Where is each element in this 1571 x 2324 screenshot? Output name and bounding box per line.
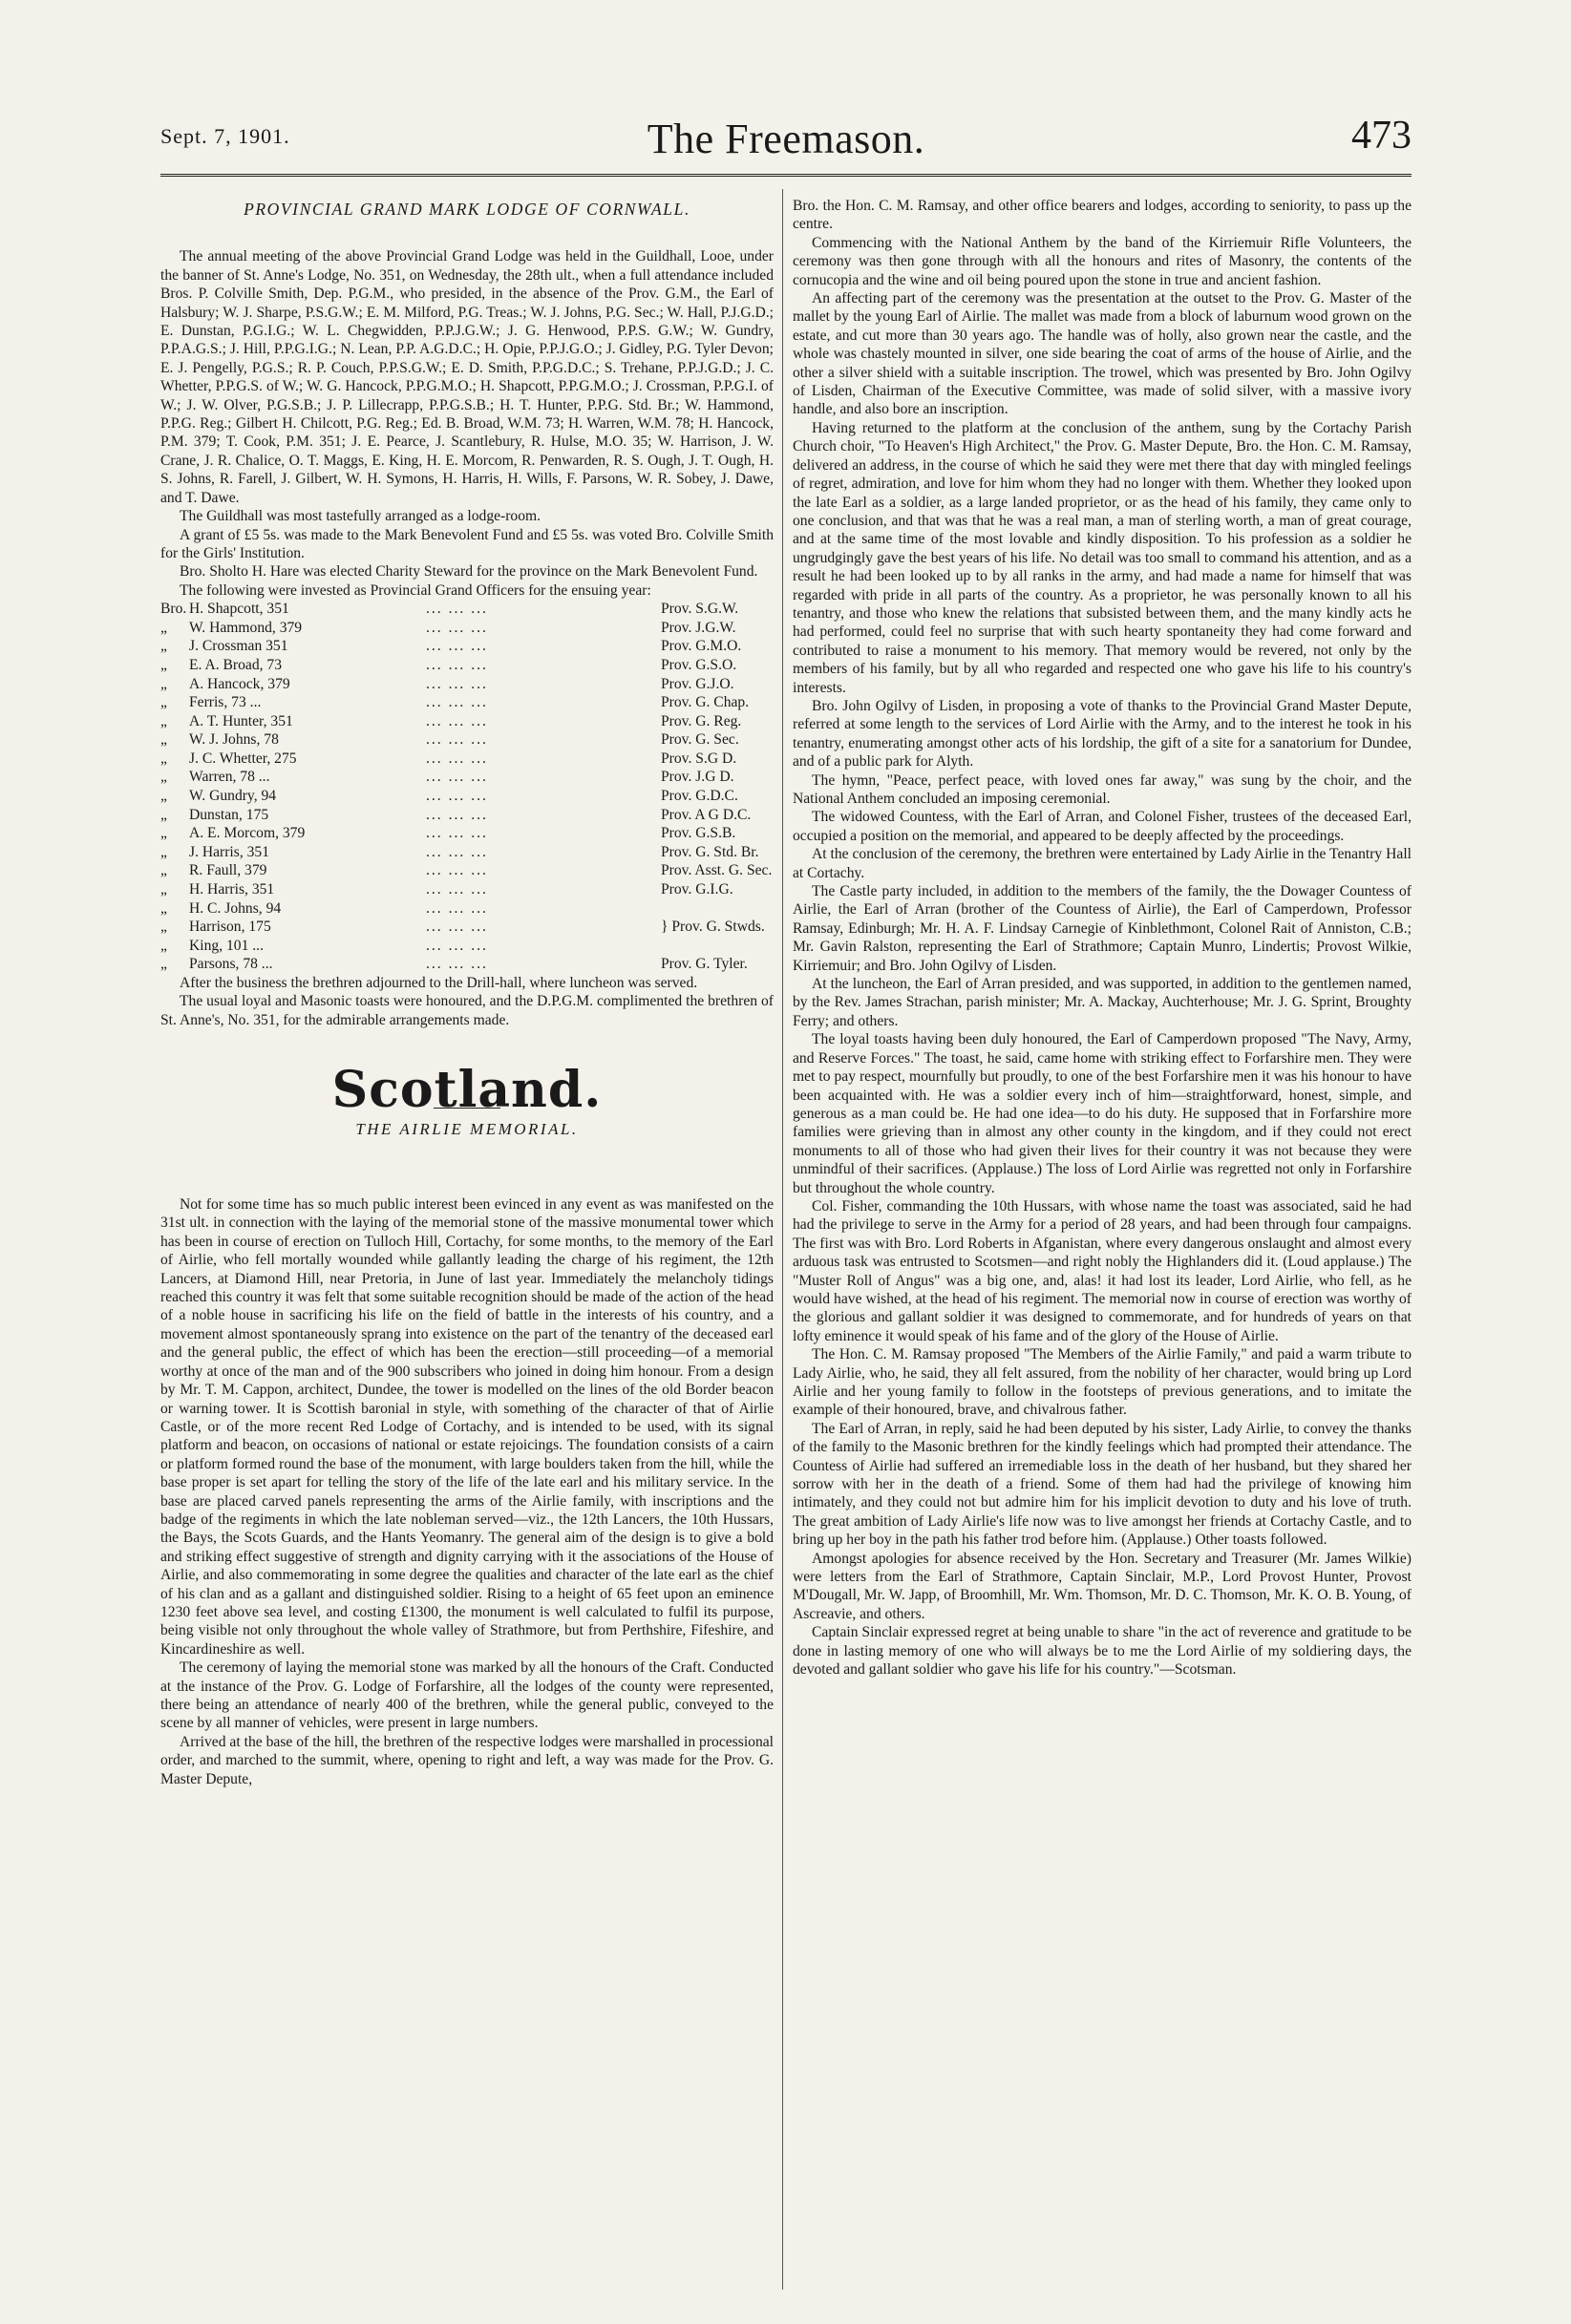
officer-name: J. Crossman 351: [189, 638, 288, 655]
officer-name: King, 101 ...: [189, 937, 264, 954]
leader-dots: ... ... ...: [426, 788, 488, 805]
paragraph: The loyal toasts having been duly honoured, the Earl of Camperdown proposed "The Navy, Army, and Reserve Forces." The toast, he said, came home with striking effect to Forfarshire men. They were met to pay respect, mournfully but proudly, to one of the best Forfarshire men it was his honour to have been acquainted with. He was a soldier every inch of him—straightforward, honest, simple, and generous as a man could be. He had one idea—to do his duty. He supposed that in Forfarshire more families were grieving than in almost any other county in the kingdom, and if they could not erect monuments to all of those who had given their lives for their country it was not because they were unmindful of their sacrifices. (Applause.) The loss of Lord Airlie was regretted not only in Forfarshire but throughout the whole country.: [793, 1031, 1412, 1196]
paragraph: Bro. the Hon. C. M. Ramsay, and other office bearers and lodges, according to seniority, to pass up the centre.: [793, 198, 1412, 233]
officer-row: [160, 730, 774, 750]
officer-name: H. Harris, 351: [189, 881, 275, 898]
officer-name: J. C. Whetter, 275: [189, 750, 297, 767]
officer-name: Warren, 78 ...: [189, 769, 270, 786]
officer-row: [160, 843, 774, 862]
article-heading-airlie: THE AIRLIE MEMORIAL.: [355, 1119, 579, 1138]
officer-name: E. A. Broad, 73: [189, 656, 283, 673]
officer-prefix: „: [160, 956, 167, 973]
officer-office: Prov. S.G.W.: [661, 601, 739, 618]
officer-row: [160, 675, 774, 694]
officer-name: H. Shapcott, 351: [189, 601, 289, 618]
officer-name: Dunstan, 175: [189, 806, 269, 823]
right-column: [793, 197, 1412, 1680]
leader-dots: ... ... ...: [426, 899, 488, 917]
officer-office: [661, 937, 774, 956]
officer-office: Prov. G.I.G.: [661, 881, 733, 898]
leader-dots: ... ... ...: [426, 731, 488, 749]
officer-name: Parsons, 78 ...: [189, 956, 273, 973]
paragraph: The widowed Countess, with the Earl of Arran, and Colonel Fisher, trustees of the deceased Earl, occupied a position on the memorial, and appeared to be deeply affected by the proceedings.: [793, 809, 1412, 844]
paragraph: The Earl of Arran, in reply, said he had been deputed by his sister, Lady Airlie, to convey the thanks of the family to the Masonic brethren for the kindly feelings which had prompted their attendance. The Countess of Airlie had suffered an irremediable loss in the death of her husband, but they shared her sorrow with her in the death of a friend. Some of them had had the privilege of knowing him intimately, and they could not but admire him for his implicit devotion to duty and his love of truth. The great ambition of Lady Airlie's life now was to live amongst her friends at Cortachy Castle, and to bring up her boy in the path his father trod before him. (Applause.) Other toasts followed.: [793, 1420, 1412, 1549]
officer-prefix: „: [160, 899, 167, 917]
officer-prefix: „: [160, 806, 167, 823]
officer-office: Prov. G. Reg.: [661, 712, 742, 729]
paragraph: After the business the brethren adjourned to the Drill-hall, where luncheon was served.: [180, 975, 698, 991]
leader-dots: ... ... ...: [426, 937, 488, 954]
officer-office: Prov. G.M.O.: [661, 638, 742, 655]
paragraph: The Guildhall was most tastefully arranged as a lodge-room.: [180, 508, 541, 525]
officer-office: Prov. J.G.W.: [661, 619, 736, 636]
leader-dots: ... ... ...: [426, 750, 488, 767]
officer-name: H. C. Johns, 94: [189, 899, 282, 917]
paragraph: Bro. Sholto H. Hare was elected Charity Steward for the province on the Mark Benevolent Fund.: [180, 563, 758, 581]
paragraph: The hymn, "Peace, perfect peace, with loved ones far away," was sung by the choir, and the National Anthem concluded an imposing ceremonial.: [793, 771, 1412, 807]
leader-dots: ... ... ...: [426, 956, 488, 973]
officer-name: W. Hammond, 379: [189, 619, 303, 636]
officer-row: [160, 600, 774, 619]
officer-office: [661, 899, 774, 919]
leader-dots: ... ... ...: [426, 862, 488, 879]
officer-row: [160, 787, 774, 806]
paragraph: The annual meeting of the above Provincial Grand Lodge was held in the Guildhall, Looe, under the banner of St. Anne's Lodge, No. 351, on Wednesday, the 28th ult., when a full attendance included Bros. P. Colville Smith, Dep. P.G.M., who presided, in the absence of the Prov. G.M., the Earl of Halsbury; W. J. Sharpe, P.S.G.W.; E. M. Milford, P.G. Treas.; W. J. Johns, P.G. Sec.; W. Hall, P.J.G.D.; E. Dunstan, P.G.I.G.; W. L. Chegwidden, P.P.J.G.W.; J. G. Henwood, P.P.S. G.W.; W. Gundry, P.P.A.G.S.; J. Hill, P.P.G.I.G.; N. Lean, P.P. A.G.D.C.; H. Opie, P.P.J.G.O.; J. Gidley, P.G. Tyler Devon; E. J. Pengelly, P.G.S.; R. P. Couch, P.P.S.G.W.; E. D. Smith, P.P.G.D.C.; S. Trehane, P.P.J.G.D.; J. C. Whetter, P.P.G.S. of W.; W. G. Hancock, P.P.G.M.O.; H. Shapcott, P.P.G.M.O.; J. Crossman, P.P.G.I. of W.; J. W. Olver, P.G.S.B.; J. P. Lillecrapp, P.P.G.S.B.; H. T. Hunter, P.P.G. Std. Br.; W. Hammond, P.P.G. Reg.; Gilbert H. Chilcott, P.G. Reg.; Ed. B. Broad, W.M. 73; H. Warren, W.M. 78; H. Hancock, P.M. 379; T. Cook, P.M. 351; J. E. Pearce, J. Scantlebury, R. Hulse, M.O. 35; W. Harrison, J. W. Crane, J. R. Chalice, O. T. Maggs, E. King, H. E. Morcom, R. Penwarden, R. S. Ough, J. T. Ough, H. S. Johns, R. Farell, J. Gilbert, W. H. Symons, H. Harris, H. Wills, F. Parsons, W. R. Sobey, J. Dawe, and T. Dawe.: [160, 248, 774, 506]
officer-prefix: „: [160, 750, 167, 767]
paragraph: Arrived at the base of the hill, the brethren of the respective lodges were marshalled in processional order, and marched to the summit, where, opening to right and left, a way was made for the Prov. G. Master Depute,: [160, 1733, 774, 1787]
officer-row: [160, 619, 774, 638]
officer-prefix: „: [160, 862, 167, 879]
officer-prefix: „: [160, 843, 167, 860]
publication-title: The Freemason.: [647, 116, 925, 162]
officer-prefix: „: [160, 731, 167, 749]
paragraph: Having returned to the platform at the conclusion of the anthem, sung by the Cortachy Parish Church choir, "To Heaven's High Architect," the Prov. G. Master Depute, Bro. the Hon. C. M. Ramsay, delivered an address, in the course of which he said they were met there that day with mingled feelings of regret, admiration, and love for him whom they had no longer with them. Whether they looked upon the late Earl as a soldier, as a large landed proprietor, or as the head of his family, they came only to one conclusion, and that was that he was a real man, a man of sterling worth, a man of great courage, and at the same time of the most lovable and kindly disposition. To his profession as a soldier he ungrudgingly gave the best years of his life. No detail was too small to command his attention, and as a result he had been looked up to by all ranks in the army, and had made a name for himself that was regarded with pride in all parts of the country. As a proprietor, he was personally known to all his tenantry, and those who knew the relations that subsisted between them, and the many kindly acts he had performed, could feel no surprise that with such hearty spontaneity they had come forward and contributed to raise a monument to his memory. That memory would be revered, not only by the members of his family, but by all who regarded and respected one who gave his life to his country's interests.: [793, 419, 1412, 696]
leader-dots: ... ... ...: [426, 919, 488, 936]
officer-prefix: „: [160, 638, 167, 655]
officer-row: [160, 861, 774, 880]
paragraph: An affecting part of the ceremony was the presentation at the outset to the Prov. G. Master of the mallet by the young Earl of Airlie. The mallet was made from a block of laburnum wood grown on the estate, and cut more than 30 years ago. The handle was of holly, also grown near the castle, and the whole was chastely mounted in silver, one side bearing the coat of arms of the house of Airlie, and the other a silver shield with a suitable inscription. The trowel, which was presented by Bro. John Ogilvy of Lisden, Chairman of the Executive Committee, was made of solid silver, with a massive ivory handle, and also bore an inscription.: [793, 290, 1412, 418]
paragraph: The following were invested as Provincial Grand Officers for the ensuing year:: [180, 581, 651, 599]
officer-office: Prov. G.S.B.: [661, 825, 736, 842]
paragraph: Amongst apologies for absence received by the Hon. Secretary and Treasurer (Mr. James Wilkie) were letters from the Earl of Strathmore, Captain Sinclair, M.P., Lord Provost Hunter, Provost M'Dougall, Mr. W. Japp, of Broomhill, Mr. Wm. Thomson, Mr. D. C. Thomson, Mr. K. O. B. Young, of Ascreavie, and others.: [793, 1550, 1412, 1622]
leader-dots: ... ... ...: [426, 806, 488, 823]
officer-row: [160, 824, 774, 843]
officer-name: W. Gundry, 94: [189, 788, 277, 805]
paragraph: The Castle party included, in addition to the members of the family, the the Dowager Countess of Airlie, the Earl of Arran (brother of the Countess of Airlie), the Earl of Camperdown, Professor Ramsay, Edinburgh; Mr. H. A. F. Lindsay Carnegie of Kinblethmont, Colonel Rait of Anniston, C.B.; Mr. Gavin Ralston, representing the Earl of Strathmore; Captain Munro, Lindertis; Provost Wilkie, Kirriemuir; and Bro. John Ogilvy of Lisden.: [793, 883, 1412, 974]
officer-prefix: „: [160, 919, 167, 936]
officer-name: J. Harris, 351: [189, 843, 270, 860]
masthead-rule: [160, 174, 1412, 180]
officer-name: W. J. Johns, 78: [189, 731, 279, 749]
leader-dots: ... ... ...: [426, 619, 488, 636]
officer-row: [160, 656, 774, 675]
officer-office: Prov. G. Tyler.: [661, 956, 748, 973]
officer-prefix: „: [160, 825, 167, 842]
leader-dots: ... ... ...: [426, 694, 488, 711]
officer-office: } Prov. G. Stwds.: [661, 919, 765, 936]
officer-name: R. Faull, 379: [189, 862, 267, 879]
leader-dots: ... ... ...: [426, 601, 488, 618]
officer-row: [160, 750, 774, 769]
paragraph: The ceremony of laying the memorial stone was marked by all the honours of the Craft. Conducted at the instance of the Prov. G. Lodge of Forfarshire, all the lodges of the county were represented, there being an attendance of nearly 400 of the brethren, while the general public, conveyed to the scene by all manner of vehicles, were present in large numbers.: [160, 1659, 774, 1732]
paragraph: At the luncheon, the Earl of Arran presided, and was supported, in addition to the gentlemen named, by the Rev. James Strachan, parish minister; Mr. A. Mackay, Auchterhouse; Mr. J. G. Sprint, Broughty Ferry; and others.: [793, 976, 1412, 1029]
paragraph: Commencing with the National Anthem by the band of the Kirriemuir Rifle Volunteers, the ceremony was then gone through with all the honours and rites of Masonry, the contents of the cornucopia and the wine and oil being poured upon the stone in true and ancient fashion.: [793, 234, 1412, 288]
officer-name: A. T. Hunter, 351: [189, 712, 293, 729]
leader-dots: ... ... ...: [426, 825, 488, 842]
left-column: [160, 197, 774, 1788]
officer-row: [160, 955, 774, 974]
officer-prefix: „: [160, 788, 167, 805]
masthead: [160, 115, 1412, 174]
paragraph: At the conclusion of the ceremony, the brethren were entertained by Lady Airlie in the Tenantry Hall at Cortachy.: [793, 846, 1412, 881]
paragraph: Captain Sinclair expressed regret at being unable to share "in the act of reverence and gratitude to be done in lasting memory of one who will always be to me the Lord Airlie of my soldiering days, the devoted and gallant soldier who gave his life for his country."—Scotsman.: [793, 1624, 1412, 1679]
officer-office: Prov. Asst. G. Sec.: [661, 862, 773, 879]
officer-office: Prov. S.G D.: [661, 750, 737, 767]
section-title-scotland: Scotland.: [331, 1061, 603, 1120]
officers-list: [160, 600, 774, 974]
leader-dots: ... ... ...: [426, 656, 488, 673]
officer-office: Prov. G. Chap.: [661, 694, 750, 711]
officer-office: Prov. J.G D.: [661, 769, 734, 786]
leader-dots: ... ... ...: [426, 638, 488, 655]
paragraph: A grant of £5 5s. was made to the Mark Benevolent Fund and £5 5s. was voted Bro. Colville Smith for the Girls' Institution.: [160, 526, 774, 561]
officer-prefix: „: [160, 675, 167, 692]
paragraph: Bro. John Ogilvy of Lisden, in proposing a vote of thanks to the Provincial Grand Master Depute, referred at some length to the services of Lord Airlie with the Army, and to the interest he took in his tenantry, enumerating amongst other acts of his lordship, the gift of a site for a sanatorium for Dundee, and of a public park for Alyth.: [793, 697, 1412, 771]
officer-row: [160, 937, 774, 956]
officer-row: [160, 768, 774, 787]
officer-row: [160, 693, 774, 712]
officer-name: Harrison, 175: [189, 919, 271, 936]
officer-name: A. E. Morcom, 379: [189, 825, 306, 842]
paragraph: Col. Fisher, commanding the 10th Hussars, with whose name the toast was associated, said he had had the privilege to serve in the Army for a period of 28 years, and had been through four campaigns. The first was with Bro. Lord Roberts in Afganistan, where every dangerous onslaught and almost every arduous task was entrusted to Scotsmen—and right nobly the Highlanders did it. (Loud applause.) The "Muster Roll of Angus" was a big one, and, alas! it had lost its leader, Lord Airlie, who fell, as he would have wished, at the head of his regiment. The memorial now in course of erection was worthy of the glorious and gallant soldier it was designed to commemorate, and for hundreds of years on that lofty eminence it would speak of his fame and of the glory of the House of Airlie.: [793, 1197, 1412, 1344]
officer-prefix: Bro.: [160, 601, 187, 618]
page-number: 473: [1351, 114, 1412, 158]
leader-dots: ... ... ...: [426, 769, 488, 786]
officer-office: Prov. G. Std. Br.: [661, 843, 759, 860]
column-divider: [782, 189, 783, 2290]
paragraph: The Hon. C. M. Ramsay proposed "The Members of the Airlie Family," and paid a warm tribute to Lady Airlie, who, he said, they all felt assured, from the nobility of her character, would bring up Lord Airlie and her young family to follow in the footsteps of previous generations, and to imitate the example of their honoured, brave, and chivalrous father.: [793, 1346, 1412, 1419]
officer-prefix: „: [160, 619, 167, 636]
officer-prefix: „: [160, 937, 167, 954]
leader-dots: ... ... ...: [426, 881, 488, 898]
officer-row: [160, 880, 774, 899]
leader-dots: ... ... ...: [426, 712, 488, 729]
paragraph: The usual loyal and Masonic toasts were honoured, and the D.P.G.M. complimented the brethren of St. Anne's, No. 351, for the admirable arrangements made.: [160, 993, 774, 1028]
officer-prefix: „: [160, 881, 167, 898]
officer-prefix: „: [160, 712, 167, 729]
officer-row: [160, 806, 774, 825]
officer-name: A. Hancock, 379: [189, 675, 290, 692]
leader-dots: ... ... ...: [426, 843, 488, 860]
officer-office: Prov. G. Sec.: [661, 731, 739, 749]
paragraph: Not for some time has so much public interest been evinced in any event as was manifested on the 31st ult. in connection with the laying of the memorial stone of the massive monumental tower which has been in course of erection on Tulloch Hill, Cortachy, for some months, to the memory of the Earl of Airlie, who fell mortally wounded while gallantly leading the charge of his regiment, the 12th Lancers, at Diamond Hill, near Pretoria, in June of last year. Immediately the melancholy tidings reached this country it was felt that some suitable recognition should be made of the action of the head of a noble house in sacrificing his life on the field of battle in the interests of his country, and a movement almost spontaneously sprang into existence on the part of the tenantry of the deceased earl and the general public, the effect of which has been the erection—still proceeding—of a memorial worthy at once of the man and of the 900 subscribers who joined in doing him honour. From a design by Mr. T. M. Cappon, architect, Dundee, the tower is modelled on the lines of the old Border beacon or warning tower. It is Scottish baronial in style, with something of the character of that of Airlie Castle, or of the more recent Red Lodge of Cortachy, and is intended to be used, with its signal platform and beacon, on occasions of national or estate rejoicings. The foundation consists of a cairn or platform formed round the base of the monument, with large boulders taken from the hill, while the base proper is set apart for telling the story of the life of the late earl and his military service. In the base are placed carved panels representing the arms of the Airlie family, with inscriptions and the badge of the regiments in which the late nobleman served—viz., the 12th Lancers, the 10th Hussars, the Bays, the Scots Guards, and the Hants Yeomanry. The general aim of the design is to give a bold and striking effect suggestive of strength and dignity carrying with it the associations of the House of Airlie, and also commemorating in some degree the qualities and character of the late earl as the chief of his clan and as a gallant and distinguished soldier. Rising to a height of 65 feet upon an eminence 1230 feet above sea level, and costing £1300, the monument is well calculated to fulfil its purpose, being visible not only throughout the whole valley of Strathmore, but from Perthshire, Fifeshire, and Kincardineshire as well.: [160, 1196, 774, 1658]
officer-office: Prov. G.S.O.: [661, 656, 737, 673]
officer-prefix: „: [160, 694, 167, 711]
officer-prefix: „: [160, 769, 167, 786]
officer-office: Prov. A G D.C.: [661, 806, 752, 823]
article-heading-cornwall: PROVINCIAL GRAND MARK LODGE OF CORNWALL.: [244, 200, 690, 219]
officer-row: [160, 918, 774, 937]
officer-row: [160, 899, 774, 919]
officer-row: [160, 637, 774, 656]
officer-name: Ferris, 73 ...: [189, 694, 262, 711]
officer-office: Prov. G.J.O.: [661, 675, 734, 692]
officer-office: Prov. G.D.C.: [661, 788, 738, 805]
leader-dots: ... ... ...: [426, 675, 488, 692]
officer-row: [160, 712, 774, 731]
officer-prefix: „: [160, 656, 167, 673]
issue-date: Sept. 7, 1901.: [160, 124, 290, 148]
